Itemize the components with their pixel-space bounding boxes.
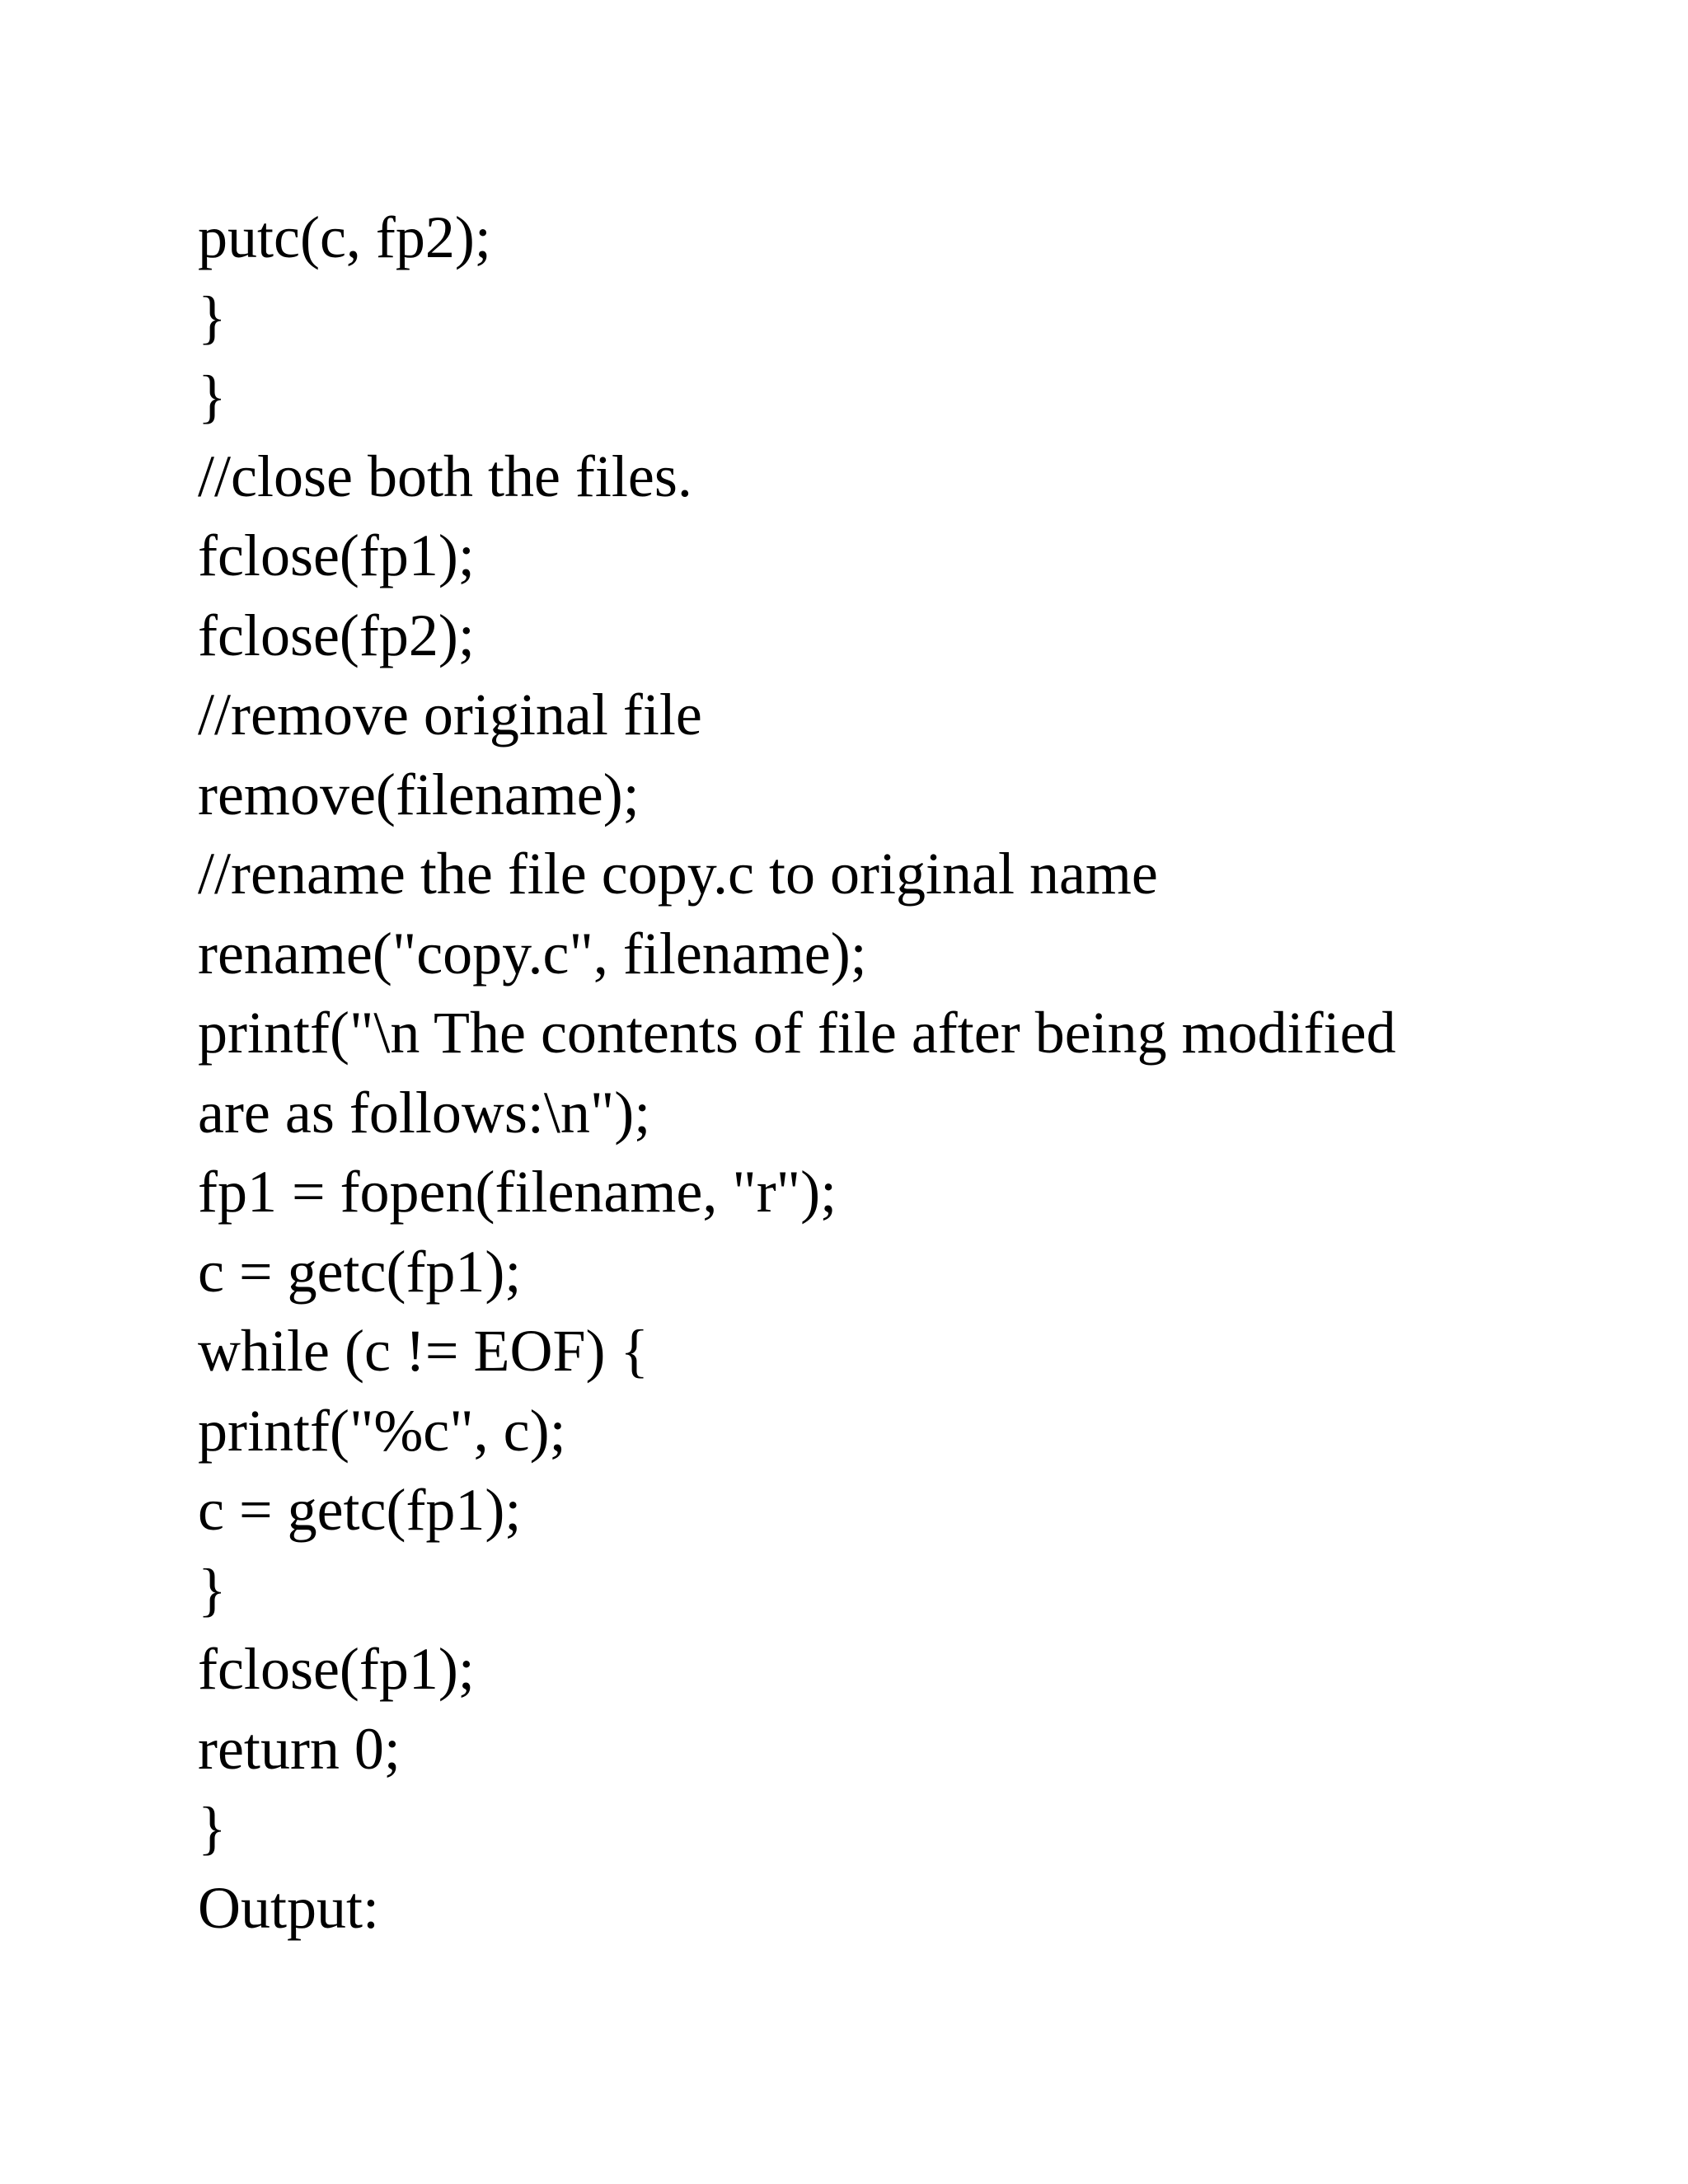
code-comment-close-files: //close both the files. — [198, 443, 692, 509]
code-line-close-brace: } — [198, 284, 227, 350]
output-heading: Output: — [198, 1874, 380, 1941]
code-listing — [198, 198, 1517, 1947]
code-line-getc: c = getc(fp1); — [198, 1238, 522, 1305]
code-line-getc: c = getc(fp1); — [198, 1477, 522, 1543]
code-comment-remove-file: //remove original file — [198, 682, 702, 748]
code-line-fclose-fp2: fclose(fp2); — [198, 602, 475, 668]
code-line-close-brace: } — [198, 1795, 227, 1861]
code-line-close-brace: } — [198, 1556, 227, 1623]
code-line-putc: putc(c, fp2); — [198, 204, 491, 270]
code-line-close-brace: } — [198, 363, 227, 429]
code-comment-rename-file: //rename the file copy.c to original name — [198, 841, 1158, 907]
code-line-fclose-fp1: fclose(fp1); — [198, 523, 475, 588]
code-line-return: return 0; — [198, 1715, 401, 1782]
code-line-while: while (c != EOF) { — [198, 1318, 649, 1384]
code-line-printf-continuation: are as follows:\n"); — [198, 1079, 651, 1146]
code-line-printf-char: printf("%c", c); — [198, 1397, 566, 1464]
code-line-fclose-final: fclose(fp1); — [198, 1636, 475, 1702]
code-line-fopen: fp1 = fopen(filename, "r"); — [198, 1159, 837, 1225]
code-line-remove: remove(filename); — [198, 761, 640, 827]
code-line-printf-contents: printf("\n The contents of file after being modified — [198, 1000, 1396, 1066]
code-line-rename: rename("copy.c", filename); — [198, 920, 867, 987]
